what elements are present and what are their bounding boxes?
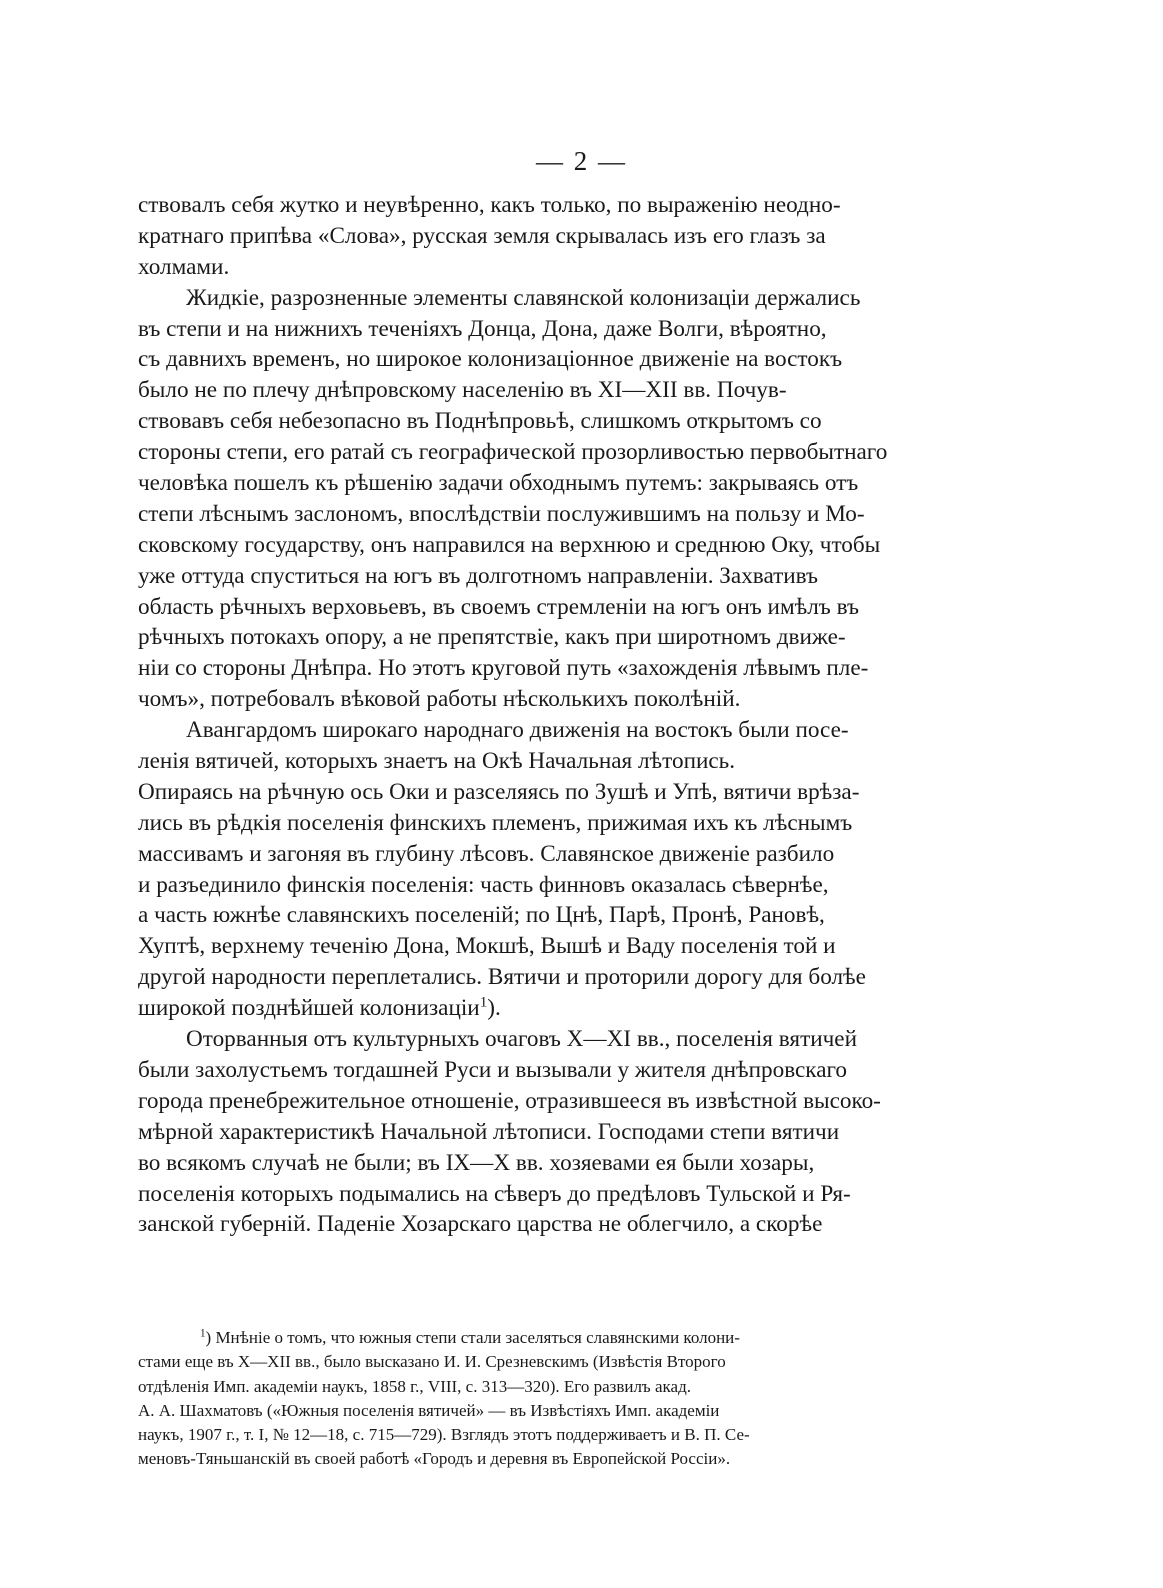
footnote-line: отдѣленія Имп. академіи наукъ, 1858 г., VIII, с. 313—320). Его развилъ акад. (138, 1376, 691, 1396)
text-line: а часть южнѣе славянскихъ поселеній; по Цнѣ, Парѣ, Пронѣ, Рановѣ, (138, 902, 825, 929)
text-line: поселенія которыхъ подымались на сѣверъ до предѣловъ Тульской и Ря- (138, 1180, 851, 1207)
text-line: рѣчныхъ потокахъ опору, а не препятствіе, какъ при широтномъ движе- (138, 624, 846, 651)
text-line: ствовавъ себя небезопасно въ Поднѣпровьѣ, слишкомъ открытомъ со (138, 408, 822, 435)
text-line: человѣка пошелъ къ рѣшенію задачи обходнымъ путемъ: закрываясь отъ (138, 470, 859, 497)
text-line: города пренебрежительное отношеніе, отразившееся въ извѣстной высоко- (138, 1087, 881, 1114)
text-line: Оторванныя отъ культурныхъ очаговъ X—XI вв., поселенія вятичей (186, 1026, 857, 1053)
footnote-line: наукъ, 1907 г., т. I, № 12—18, с. 715—729). Взглядъ этотъ поддерживаетъ и В. П. Се- (138, 1425, 750, 1445)
text-line: степи лѣснымъ заслономъ, впослѣдствіи послужившимъ на пользу и Мо- (138, 500, 865, 527)
text-line: было не по плечу днѣпровскому населенію въ XI—XII вв. Почув- (138, 377, 787, 404)
text-line: съ давнихъ временъ, но широкое колонизаціонное движеніе на востокъ (138, 346, 843, 373)
footnote-reference[interactable]: 1 (479, 994, 488, 1011)
text-line: Авангардомъ широкаго народнаго движенія на востокъ были посе- (186, 717, 849, 744)
text-line: мѣрной характеристикѣ Начальной лѣтописи. Господами степи вятичи (138, 1118, 840, 1145)
text-fragment: широкой позднѣйшей колонизаціи (138, 995, 480, 1022)
text-line: Хуптѣ, верхнему теченію Дона, Мокшѣ, Вышѣ и Ваду поселенія той и (138, 933, 836, 960)
text-line (138, 993, 903, 1024)
text-line: уже оттуда спуститься на югъ въ долготномъ направленіи. Захвативъ (138, 562, 819, 589)
text-line: во всякомъ случаѣ не были; въ IX—X вв. хозяевами ея были хозары, (138, 1149, 815, 1176)
text-line: Опираясь на рѣчную ось Оки и разселяясь по Зушѣ и Упѣ, вятичи врѣза- (138, 778, 860, 805)
text-line: ствовалъ себя жутко и неувѣренно, какъ только, по выраженію неодно- (138, 192, 841, 218)
text-line: холмами. (138, 253, 230, 280)
text-line: были захолустьемъ тогдашней Руси и вызывали у жителя днѣпровскаго (138, 1056, 848, 1083)
text-line: другой народности переплетались. Вятичи и проторили дорогу для болѣе (138, 964, 866, 991)
footnote-line (138, 1326, 903, 1350)
page-number: — 2 — (536, 146, 627, 176)
text-line: ленія вятичей, которыхъ знаетъ на Окѣ Начальная лѣтопись. (138, 748, 736, 775)
text-line: занской губерній. Паденіе Хозарскаго царства не облегчило, а скорѣе (138, 1211, 823, 1238)
text-fragment: ) Мнѣніе о томъ, что южныя степи стали заселяться славянскими колони- (205, 1328, 740, 1347)
text-line: Жидкіе, разрозненные элементы славянской колонизаціи держались (186, 284, 861, 311)
footnote-line: меновъ-Тяньшанскій въ своей работѣ «Городъ и деревня въ Европейской Россіи». (138, 1449, 731, 1469)
footnote-line: А. А. Шахматовъ («Южныя поселенія вятичей» — въ Извѣстіяхъ Имп. академіи (138, 1400, 720, 1420)
text-line: кратнаго припѣва «Слова», русская земля скрывалась изъ его глазъ за (138, 222, 826, 249)
text-line: стороны степи, его ратай съ географической прозорливостью первобытнаго (138, 439, 888, 466)
text-line: массивамъ и загоняя въ глубину лѣсовъ. Славянское движеніе разбило (138, 840, 835, 867)
text-line: сковскому государству, онъ направился на верхнюю и среднюю Оку, чтобы (138, 531, 881, 558)
text-line: ніи со стороны Днѣпра. Но этотъ круговой путь «захожденія лѣвымъ пле- (138, 655, 869, 682)
paragraph-4 (138, 1024, 903, 1240)
text-fragment: ). (487, 995, 501, 1022)
paragraph-3 (138, 715, 903, 1024)
text-line: въ степи и на нижнихъ теченіяхъ Донца, Дона, даже Волги, вѣроятно, (138, 315, 827, 342)
paragraph-2 (138, 283, 903, 715)
body-text (138, 190, 903, 1240)
footnote-mark: 1 (200, 1327, 206, 1340)
text-line: и разъединило финскія поселенія: часть финновъ оказалась сѣвернѣе, (138, 871, 829, 898)
text-line: чомъ», потребовалъ вѣковой работы нѣсколькихъ поколѣній. (138, 686, 741, 713)
footnote-line: стами еще въ X—XII вв., было высказано И. И. Срезневскимъ (Извѣстія Второго (138, 1352, 726, 1372)
footnote (138, 1326, 903, 1472)
paragraph-1 (138, 190, 903, 283)
text-line: область рѣчныхъ верховьевъ, въ своемъ стремленіи на югъ онъ имѣлъ въ (138, 593, 859, 620)
text-line: лись въ рѣдкія поселенія финскихъ племенъ, прижимая ихъ къ лѣснымъ (138, 809, 853, 836)
